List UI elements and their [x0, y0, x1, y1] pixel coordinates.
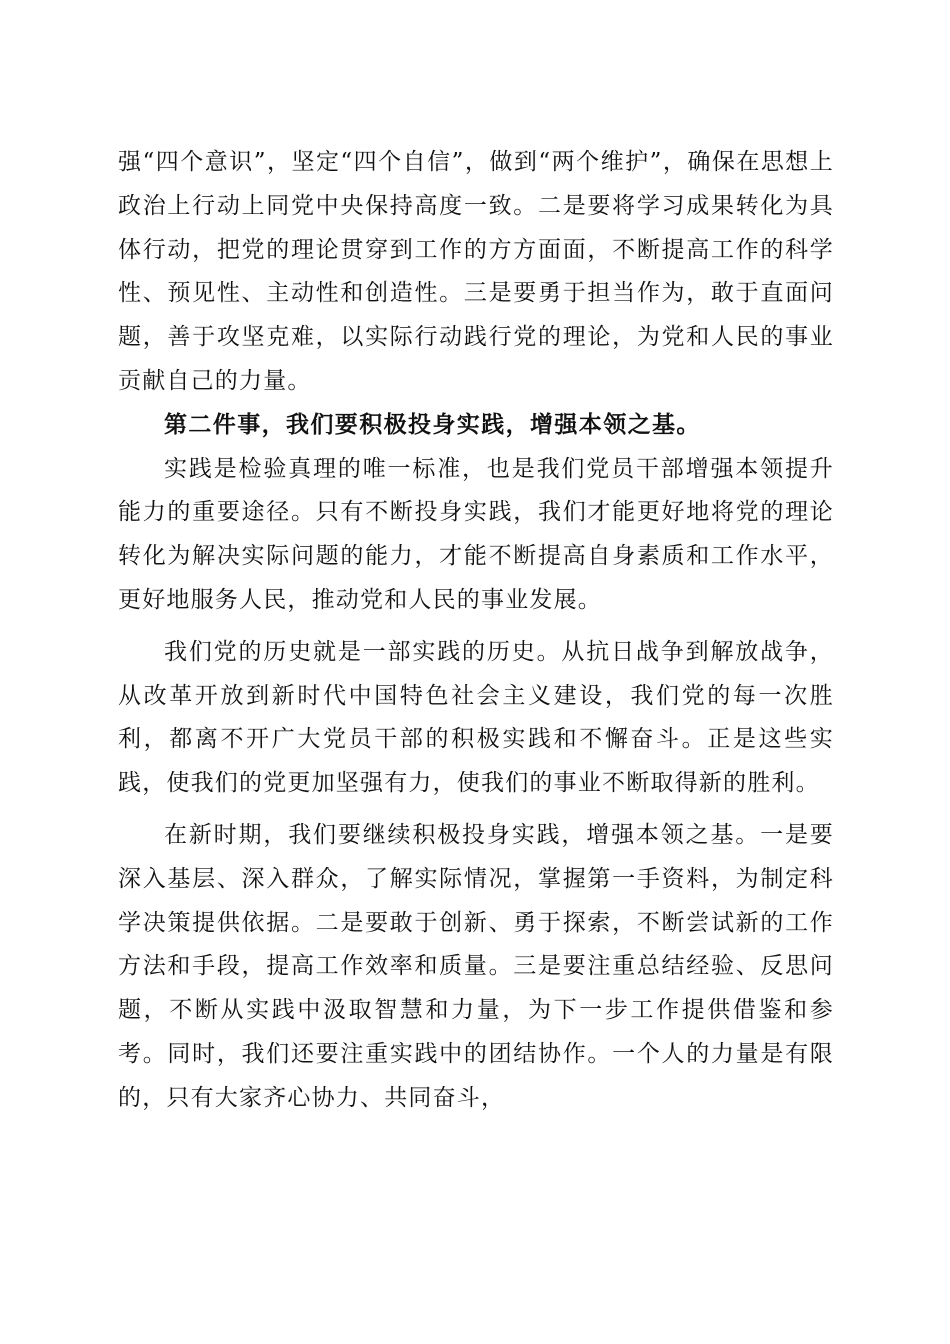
section-heading: 第二件事，我们要积极投身实践，增强本领之基。: [164, 411, 701, 438]
paragraph-new-era: 在新时期，我们要继续积极投身实践，增强本领之基。一是要深入基层、深入群众，了解实际情况，掌握第一手资料，为制定科学决策提供依据。二是要敢于创新、勇于探索，不断尝试新的工作方法和手段，提高工作效率和质量。三是要注重总结经验、反思问题，不断从实践中汲取智慧和力量，为下一步工作提供借鉴和参考。同时，我们还要注重实践中的团结协作。一个人的力量是有限的，只有大家齐心协力、共同奋斗，: [118, 821, 834, 1111]
document-page: [118, 141, 834, 1121]
paragraph-continuation: 强“四个意识”，坚定“四个自信”，做到“两个维护”，确保在思想上政治上行动上同党中央保持高度一致。二是要将学习成果转化为具体行动，把党的理论贯穿到工作的方方面面，不断提高工作的科学性、预见性、主动性和创造性。三是要勇于担当作为，敢于直面问题，善于攻坚克难，以实际行动践行党的理论，为党和人民的事业贡献自己的力量。: [118, 149, 834, 394]
paragraph-party-history: 我们党的历史就是一部实践的历史。从抗日战争到解放战争，从改革开放到新时代中国特色社会主义建设，我们党的每一次胜利，都离不开广大党员干部的积极实践和不懈奋斗。正是这些实践，使我们的党更加坚强有力，使我们的事业不断取得新的胜利。: [118, 638, 834, 797]
paragraph-practice-standard: 实践是检验真理的唯一标准，也是我们党员干部增强本领提升能力的重要途径。只有不断投身实践，我们才能更好地将党的理论转化为解决实际问题的能力，才能不断提高自身素质和工作水平，更好地服务人民，推动党和人民的事业发展。: [118, 455, 834, 613]
